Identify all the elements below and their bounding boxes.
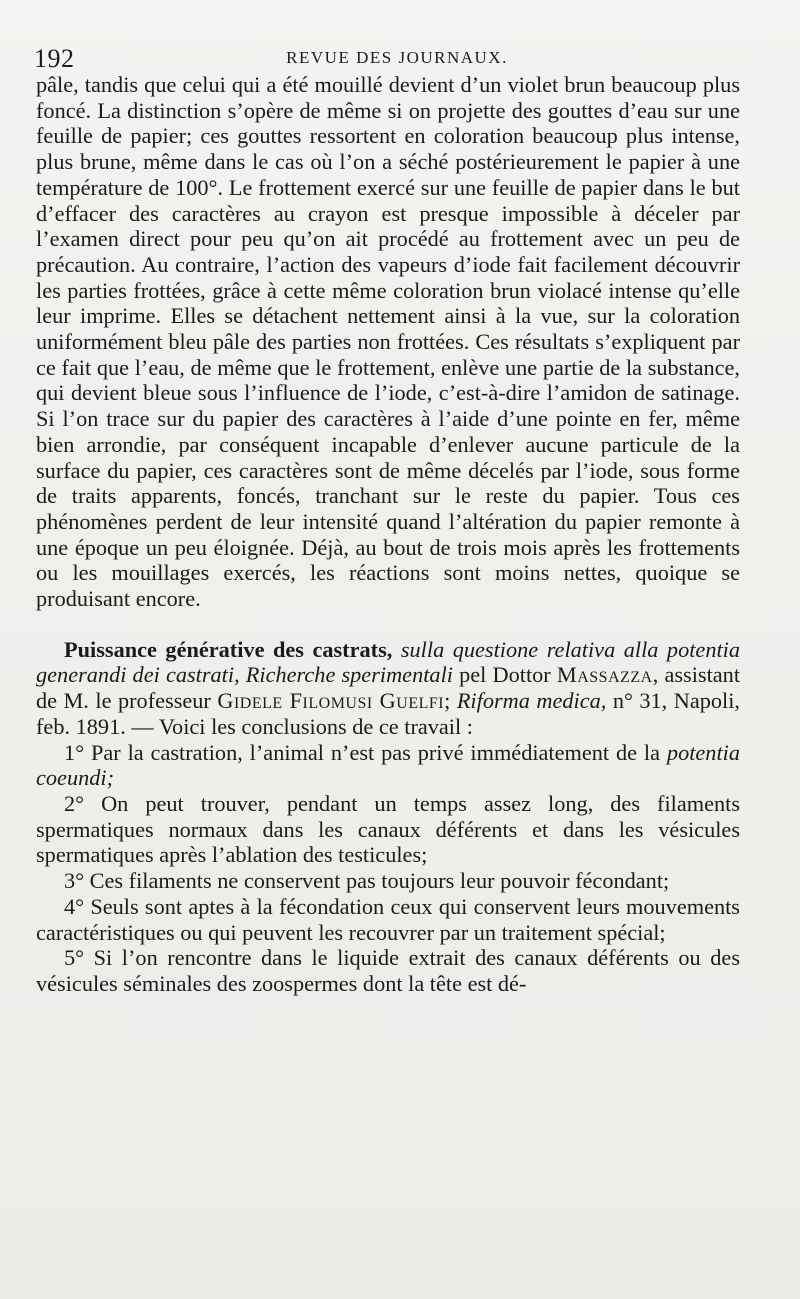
article-author: Massazza	[556, 662, 653, 688]
page-number: 192	[34, 44, 75, 73]
article-italian-title: sulla questione relativa alla potentia generandi dei castrati, Richerche sperimentali	[36, 636, 740, 688]
conclusion-item	[36, 894, 740, 945]
conclusion-text: 4° Seuls sont aptes à la fécondation ceux qui conservent leurs mouvements caractéristiques ou qui peuvent les recouvrer par un traitement spécial;	[36, 893, 740, 945]
conclusion-italic: potentia coeundi;	[36, 739, 740, 791]
conclusion-item	[36, 945, 740, 996]
intro-paragraph: pâle, tandis que celui qui a été mouillé devient d’un violet brun beaucoup plus foncé. La distinction s’opère de même si on projette des gouttes d’eau sur une feuille de papier; ces gouttes ressortent en coloration beaucoup plus intense, plus brune, même dans le cas où l’on a séché postérieurement le papier à une température de 100°. Le frottement exercé sur une feuille de papier dans le but d’effacer des caractères au crayon est presque impossible à déceler par l’examen direct pour peu qu’on ait procédé au frottement avec un peu de précaution. Au contraire, l’action des vapeurs d’iode fait facilement découvrir les parties frottées, grâce à cette même coloration brun violacé intense qu’elle leur imprime. Elles se détachent nettement ainsi à la vue, sur la coloration uniformément bleu pâle des parties non frottées. Ces résultats s’expliquent par ce fait que l’eau, de même que le frottement, enlève une partie de la substance, qui devient bleue sous l’influence de l’iode, c’est-à-dire l’amidon de satinage. Si l’on trace sur du papier des caractères à l’aide d’une pointe en fer, même bien arrondie, par conséquent incapable d’enlever aucune particule de la surface du papier, ces caractères sont de même décelés par l’iode, sous forme de traits apparents, foncés, tranchant sur le reste du papier. Tous ces phénomènes perdent de leur intensité quand l’altération du papier remonte à une époque un peu éloignée. Déjà, au bout de trois mois après les frottements ou les mouillages exercés, les réactions sont moins nettes, quoique se produisant encore.	[36, 72, 740, 612]
conclusion-text: 5° Si l’on rencontre dans le liquide extrait des canaux déférents ou des vésicules séminales des zoospermes dont la tête est dé-	[36, 945, 740, 996]
article-assistant-text: , assistant de M. le professeur	[36, 662, 741, 714]
article-separator: ;	[444, 688, 451, 714]
conclusion-item	[36, 868, 740, 894]
conclusion-item	[36, 791, 740, 868]
article-title: Puissance générative des castrats,	[64, 636, 393, 662]
article-by: pel Dottor	[459, 662, 551, 688]
conclusion-text: 3° Ces filaments ne conservent pas toujours leur pouvoir fécondant;	[64, 868, 670, 894]
page-body	[36, 72, 740, 997]
conclusion-text: 2° On peut trouver, pendant un temps assez long, des filaments spermatiques normaux dans les canaux déférents et dans les vésicules spermatiques après l’ablation des testicules;	[36, 790, 740, 868]
page-header	[34, 44, 760, 72]
article-journal: Riforma medica,	[456, 688, 607, 714]
article-citation: n° 31, Napoli, feb. 1891. — Voici les conclusions de ce travail :	[36, 688, 740, 739]
conclusion-item	[36, 740, 740, 791]
article-header	[36, 637, 740, 740]
running-head: REVUE DES JOURNAUX.	[286, 48, 508, 67]
article-professor: Gidele Filomusi Guelfi	[217, 688, 445, 714]
section-gap	[36, 612, 740, 637]
conclusion-text: 1° Par la castration, l’animal n’est pas privé immédiatement de la	[64, 739, 667, 765]
